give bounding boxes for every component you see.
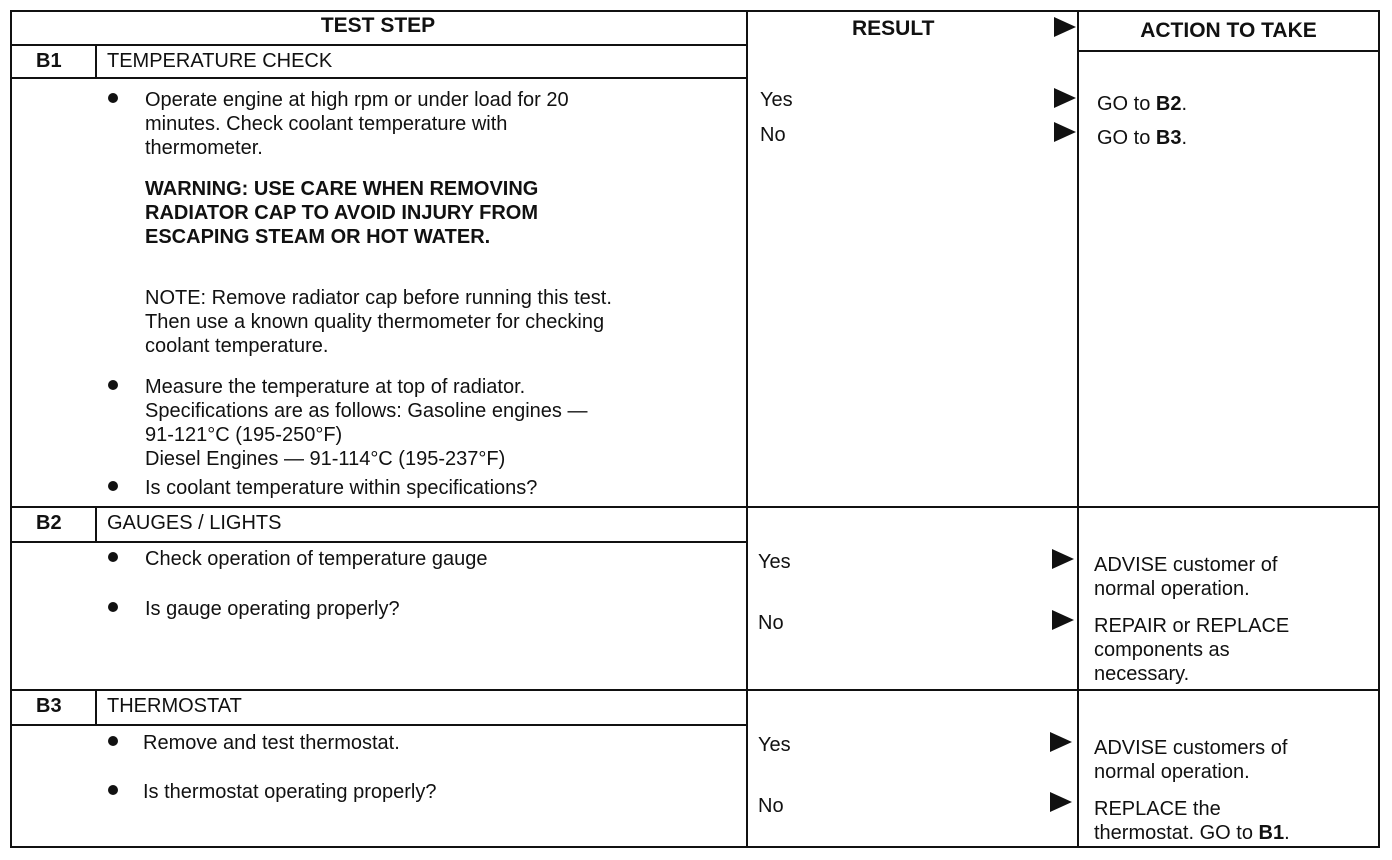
b2-step2-bullet-icon: [108, 602, 118, 612]
b1-no-arrow-icon: [1054, 122, 1076, 142]
b3-no-arrow-icon: [1050, 792, 1072, 812]
header-arrow-icon: [1054, 17, 1076, 37]
b3-step2: Is thermostat operating properly?: [143, 781, 437, 803]
b1-result-no: No: [760, 124, 786, 146]
b2-step1: Check operation of temperature gauge: [145, 548, 488, 570]
b1-step1: Operate engine at high rpm or under load for 20 minutes. Check coolant temperature with thermometer.: [145, 89, 569, 159]
b1-step2: Measure the temperature at top of radiator. Specifications are as follows: Gasoline engines — 91-121°C (195-250°F) Diesel Engines — 91-114°C (195-237°F): [145, 376, 588, 470]
table-bottom-border: [10, 846, 1380, 848]
b3-step1-bullet-icon: [108, 736, 118, 746]
b3-result-no: No: [758, 795, 784, 817]
b1-no-action: GO to B3.: [1097, 127, 1188, 149]
b2-step1-bullet-icon: [108, 552, 118, 562]
b3-result-yes: Yes: [758, 734, 791, 756]
b1-step3: Is coolant temperature within specifications?: [145, 477, 538, 499]
table-right-border: [1378, 10, 1380, 848]
b3-title-border: [10, 724, 748, 726]
b3-title: THERMOSTAT: [107, 695, 242, 717]
b2-id-divider: [95, 506, 97, 543]
header-bottom-border: [10, 44, 748, 46]
b2-yes-arrow-icon: [1052, 549, 1074, 569]
b3-yes-action: ADVISE customers of normal operation.: [1094, 737, 1288, 783]
b1-no-action-ref: B3: [1155, 127, 1182, 149]
b2-step2: Is gauge operating properly?: [145, 598, 400, 620]
b1-bottom-border: [10, 506, 1380, 508]
b1-title: TEMPERATURE CHECK: [107, 50, 333, 72]
result-column-divider: [746, 10, 748, 848]
b1-yes-action-ref: B2: [1155, 93, 1182, 115]
b1-result-yes: Yes: [760, 89, 793, 111]
table-top-border: [10, 10, 1380, 12]
b1-note: NOTE: Remove radiator cap before running this test. Then use a known quality thermometer for checking coolant temperature.: [145, 287, 612, 357]
b2-result-yes: Yes: [758, 551, 791, 573]
b2-bottom-border: [10, 689, 1380, 691]
action-header-bottom-border: [1079, 50, 1380, 52]
b1-title-border: [10, 77, 748, 79]
b3-id: B3: [36, 695, 62, 717]
b2-yes-action: ADVISE customer of normal operation.: [1094, 554, 1278, 600]
b1-yes-arrow-icon: [1054, 88, 1076, 108]
b1-yes-action: GO to B2.: [1097, 93, 1188, 115]
b1-step3-bullet-icon: [108, 481, 118, 491]
b3-no-action: REPLACE the thermostat. GO to B1.: [1094, 798, 1290, 844]
b2-title-border: [10, 541, 748, 543]
b1-step1-bullet-icon: [108, 93, 118, 103]
b1-id: B1: [36, 50, 62, 72]
header-result: RESULT: [852, 17, 935, 40]
b2-no-action: REPAIR or REPLACE components as necessary.: [1094, 615, 1290, 685]
b1-step2-bullet-icon: [108, 380, 118, 390]
b2-id: B2: [36, 512, 62, 534]
b2-title: GAUGES / LIGHTS: [107, 512, 282, 534]
b2-result-no: No: [758, 612, 784, 634]
b3-no-action-ref: B1: [1258, 822, 1285, 844]
b2-no-arrow-icon: [1052, 610, 1074, 630]
table-left-border: [10, 10, 12, 848]
b1-id-divider: [95, 44, 97, 79]
header-action: ACTION TO TAKE: [1140, 19, 1317, 42]
header-test-step: TEST STEP: [320, 14, 436, 37]
action-column-divider: [1077, 10, 1079, 848]
b3-step1: Remove and test thermostat.: [143, 732, 400, 754]
b3-id-divider: [95, 689, 97, 726]
b1-warning: WARNING: USE CARE WHEN REMOVING RADIATOR CAP TO AVOID INJURY FROM ESCAPING STEAM OR HOT WATER.: [145, 178, 539, 248]
b3-yes-arrow-icon: [1050, 732, 1072, 752]
b3-step2-bullet-icon: [108, 785, 118, 795]
